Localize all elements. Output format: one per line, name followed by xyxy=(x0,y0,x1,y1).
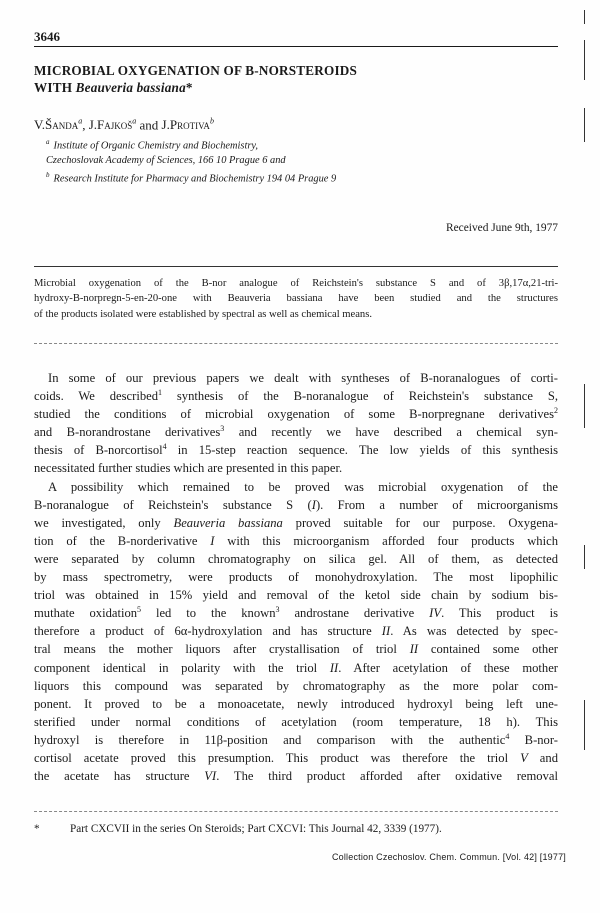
scan-margin-mark xyxy=(584,384,585,428)
body-line: necessitated further studies which are presented in this paper. xyxy=(34,461,343,476)
citation-ref: 5 xyxy=(137,605,142,615)
author-3: J.Protiva$^b$ xyxy=(161,117,214,133)
citation-ref: 1 xyxy=(158,387,163,397)
body-line: A possibility which remained to be proved was microbial oxygenation of the xyxy=(48,479,558,494)
abstract xyxy=(34,276,558,322)
citation-ref: 3 xyxy=(220,424,225,434)
article-title xyxy=(34,62,554,96)
body-line: cortisol acetate proved this presumption. This product was therefore the triol V and xyxy=(34,750,558,765)
body-line: coids. We described$^1$ synthesis of the B-noranalogue of Reichstein's substance S, xyxy=(34,387,558,404)
received-date: Received June 9th, 1977 xyxy=(446,222,558,234)
header-rule xyxy=(34,46,558,47)
body-line: muthate oxidation$^5$ led to the known$^3$ androstane derivative IV. This product is xyxy=(34,605,558,621)
scan-margin-mark xyxy=(584,40,585,80)
affiliation-a-line-2: Czechoslovak Academy of Sciences, 166 10 Prague 6 and xyxy=(46,155,286,167)
citation-ref: 4 xyxy=(505,731,510,741)
body-line: ponent. It proved to be a monoacetate, newly introduced hydroxyl being left une- xyxy=(34,696,558,711)
body-line: liquors this compound was separated by chromatography as the more polar com- xyxy=(34,678,558,693)
body-line: were separated by column chromatography on silica gel. All of them, as detected xyxy=(34,551,558,566)
organism-name: Beauveria bassiana xyxy=(75,80,186,95)
footnote xyxy=(34,823,442,835)
body-line: component identical in polarity with the triol II. After acetylation of these mother xyxy=(34,660,558,675)
abstract-bottom-rule xyxy=(34,343,558,344)
body-line: hydroxyl is therefore in 11β-position and comparison with the authentic$^4$ B-nor- xyxy=(34,731,558,747)
scan-margin-mark xyxy=(584,108,585,142)
footnote-rule xyxy=(34,811,558,812)
title-line-2: WITH Beauveria bassiana* xyxy=(34,80,193,95)
body-line: by mass spectrometry, were products of monohydroxylation. The most lipophilic xyxy=(34,570,558,585)
author-1: V.Šanda$^a$ xyxy=(34,117,83,133)
abstract-top-rule xyxy=(34,266,558,267)
author-2: J.Fajkoš$^a$ xyxy=(88,117,137,133)
affiliation-a-line-1: $^a$ Institute of Organic Chemistry and Biochemistry, xyxy=(46,138,259,152)
citation-ref: 3 xyxy=(275,605,280,615)
body-line: In some of our previous papers we dealt with syntheses of B-noranalogues of corti- xyxy=(48,371,558,385)
affiliation-b-line-1: $^b$ Research Institute for Pharmacy and Biochemistry 194 04 Prague 9 xyxy=(46,171,337,185)
author-list: V.Šanda$^a$, J.Fajkoš$^a$ and J.Protiva$^b$ xyxy=(34,117,214,133)
abstract-line: Microbial oxygenation of the B-nor analogue of Reichstein's substance S and of 3β,17α,21-tri- xyxy=(34,278,558,289)
body-line: tral means the mother liquors after crystallisation of triol II contained some other xyxy=(34,642,558,657)
body-line: we investigated, only Beauveria bassiana proved suitable for our purpose. Oxygena- xyxy=(34,515,558,530)
citation-ref: 2 xyxy=(554,406,558,415)
title-line-1: MICROBIAL OXYGENATION OF B-NORSTEROIDS xyxy=(34,63,358,78)
body-line: sterified under normal conditions of acetylation (room temperature, 18 h). This xyxy=(34,714,558,729)
body-line: the acetate has structure VI. The third product afforded after oxidative removal xyxy=(34,769,558,784)
body-text xyxy=(34,369,558,785)
scan-margin-mark xyxy=(584,700,585,750)
journal-citation: Collection Czechoslov. Chem. Commun. [Vol. 42] [1977] xyxy=(331,852,566,862)
body-line: tion of the B-norderivative I with this microorganism afforded four products which xyxy=(34,533,558,548)
footnote-mark: * xyxy=(34,823,40,835)
abstract-line: hydroxy-B-norpregn-5-en-20-one with Beauveria bassiana have been studied and the structures xyxy=(34,293,558,305)
page-number: 3646 xyxy=(34,29,60,44)
scan-margin-mark xyxy=(584,545,585,569)
body-line: B-noranalogue of Reichstein's substance S (I). From a number of microorganisms xyxy=(34,497,558,512)
body-line: and B-norandrostane derivatives$^3$ and recently we have described a chemical syn- xyxy=(34,424,558,440)
body-line: thesis of B-norcortisol$^4$ in 15-step reaction sequence. The low yields of this synthesis xyxy=(34,442,558,458)
citation-ref: 4 xyxy=(162,442,167,452)
body-line: studied the conditions of microbial oxygenation of some B-norpregnane derivatives$^2$ xyxy=(34,406,558,422)
abstract-line: of the products isolated were established by spectral as well as chemical means. xyxy=(34,308,373,320)
affiliations xyxy=(46,135,336,187)
body-line: therefore a product of 6α-hydroxylation and has structure II. As was detected by spec- xyxy=(34,624,558,639)
scan-margin-mark xyxy=(584,10,585,24)
body-line: triol was obtained in 15% yield and removal of the ketol side chain by sodium bis- xyxy=(34,588,558,603)
footnote-text: Part CXCVII in the series On Steroids; Part CXCVI: This Journal 42, 3339 (1977). xyxy=(70,823,442,835)
